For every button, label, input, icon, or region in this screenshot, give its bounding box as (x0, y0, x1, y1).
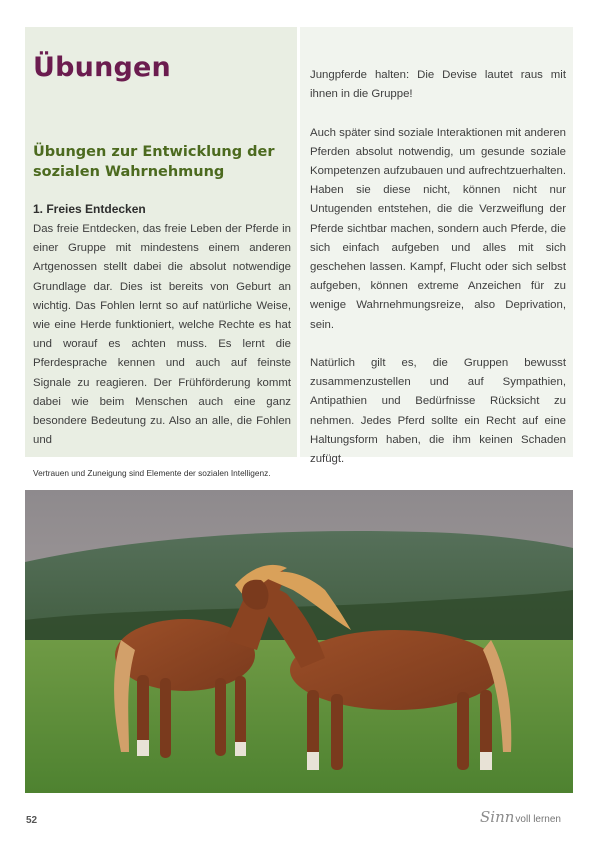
right-column-text (310, 66, 566, 469)
page-subtitle: Übungen zur Entwicklung der sozialen Wahrnehmung (33, 144, 275, 180)
right-paragraph-3: Natürlich gilt es, die Gruppen bewusst zusammenzustellen und auf Sympathien, Antipathien und Bedürfnisse Rücksicht zu nehmen. Jedes Pferd sollte ein Recht auf eine Haltungsform haben, die ihm keinen Schaden zufügt. (310, 357, 566, 466)
brand-rest: voll lernen (515, 814, 561, 825)
footer-brand (480, 808, 561, 826)
left-paragraph: Das freie Entdecken, das freie Leben der Pferde in einer Gruppe mit mindestens einem anderen Artgenossen stellt dabei die absolut notwendige Grundlage dar. Dies ist bereits von Geburt an wichtig. Das Fohlen lernt so auf natürliche Weise, wie eine Herde funktioniert, welche Rechte es hat und worauf es achten muss. Es lernt die Pferdesprache kennen und auch auf feinste Signale zu reagieren. Der Frühförderung kommt dabei wie beim Menschen auch eine ganz besondere Bedeutung zu. Also an alle, die Fohlen und (33, 223, 291, 447)
right-paragraph-2: Auch später sind soziale Interaktionen mit anderen Pferden absolut notwendig, um gesunde soziale Kompetenzen aufzubauen und aufrechtzuerhalten. Haben sie diese nicht, können nicht nur Untugenden entstehen, die die Verzweiflung der Pferde sichtbar machen, sondern auch Pferde, die sich einfach aufgeben und alles mit sich geschehen lassen. Kampf, Flucht oder sich selbst aufgeben, können extreme Anzeichen für zu wenige Wahrnehmungsreize, also Deprivation, sein. (310, 126, 566, 331)
horses-photo (25, 490, 573, 793)
right-paragraph-1: Jungpferde halten: Die Devise lautet raus mit ihnen in die Gruppe! (310, 69, 566, 101)
photo-caption: Vertrauen und Zuneigung sind Elemente der sozialen Intelligenz. (33, 468, 271, 478)
page-title: Übungen (33, 52, 171, 83)
page-number: 52 (26, 815, 38, 826)
section-heading: 1. Freies Entdecken (33, 202, 146, 216)
left-column-text (33, 220, 291, 450)
brand-script: Sinn (480, 808, 515, 826)
